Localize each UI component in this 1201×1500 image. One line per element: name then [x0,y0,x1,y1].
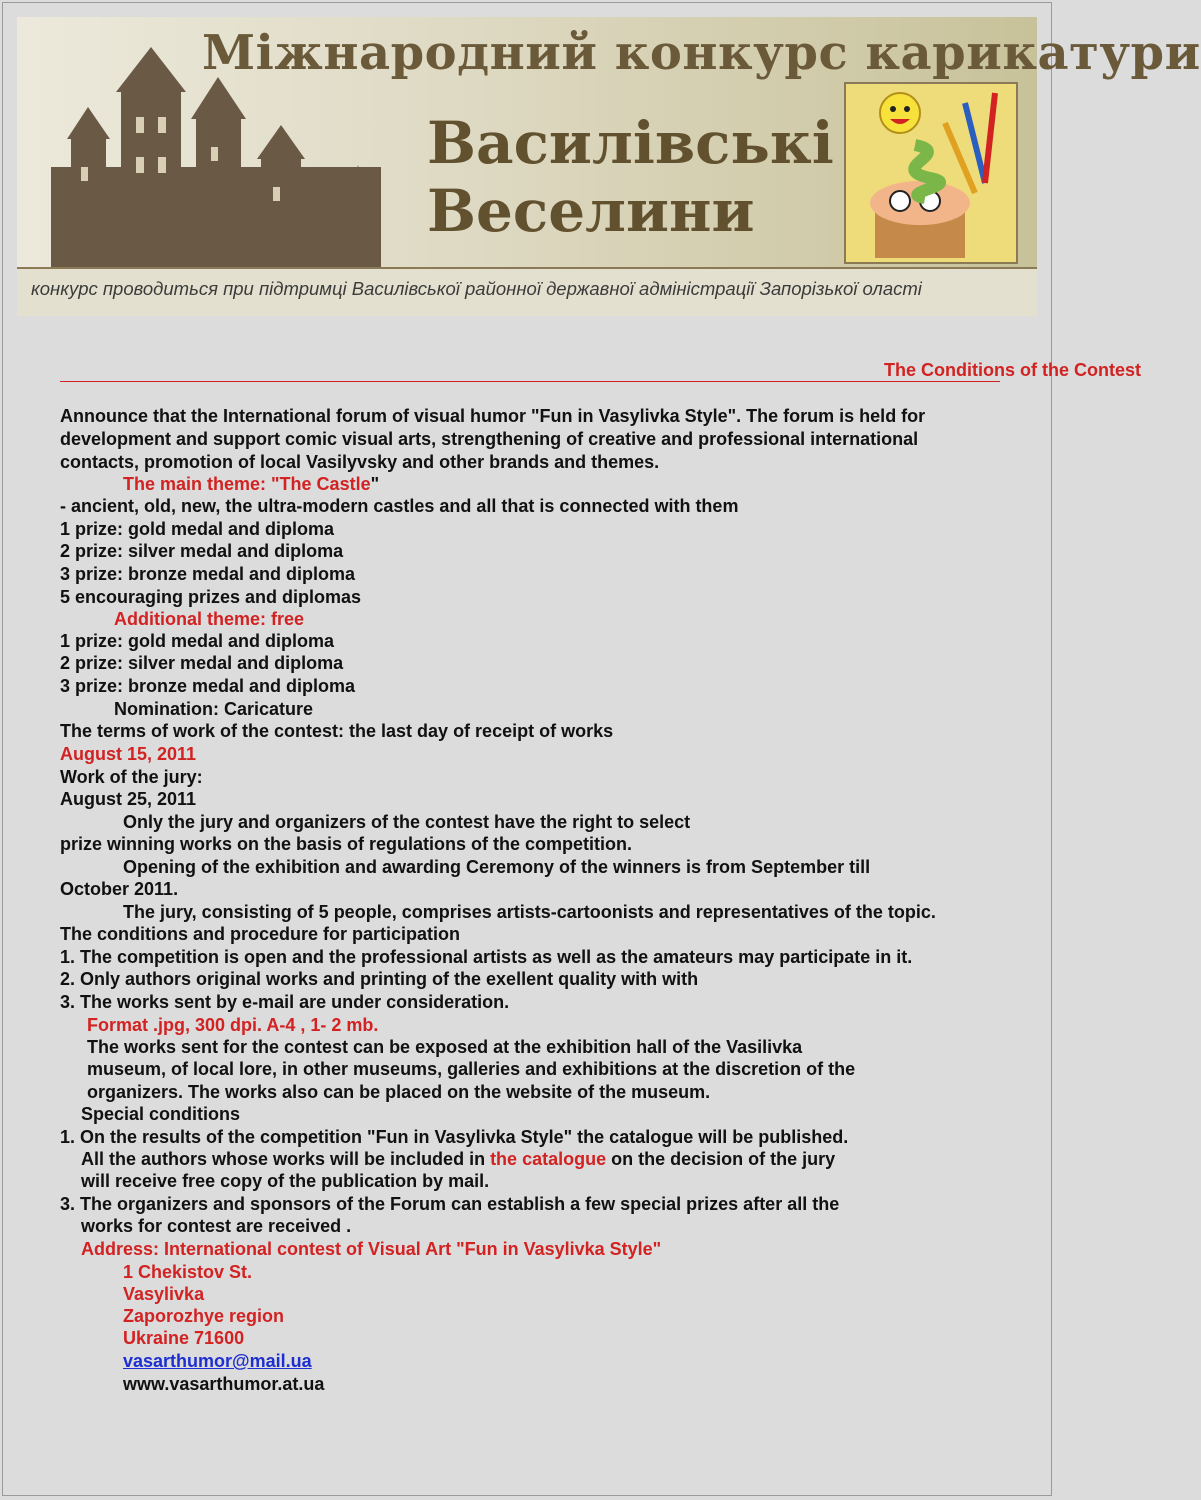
condition-item: 3. The works sent by e-mail are under consideration. [60,992,510,1012]
main-theme-title: The main theme: "The Castle [123,474,371,494]
main-prize: 5 encouraging prizes and diplomas [60,587,362,607]
address-country: Ukraine 71600 [123,1328,245,1348]
exhibition-text: The works sent for the contest can be exposed at the exhibition hall of the Vasilivka [87,1037,803,1057]
main-theme-quote: " [370,474,380,494]
condition-item: 1. The competition is open and the professional artists as well as the amateurs may participate in it. [60,947,913,967]
main-prize: 2 prize: silver medal and diploma [60,541,344,561]
special-text: All the authors whose works will be included in [81,1149,491,1169]
banner-name-line2: Веселини [427,177,755,245]
conditions-title: The conditions and procedure for participation [60,924,461,944]
exhibition-text: museum, of local lore, in other museums, galleries and exhibitions at the discretion of the [87,1059,856,1079]
section-heading: The Conditions of the Contest [884,360,1141,380]
intro-line: Announce that the International forum of visual humor "Fun in Vasylivka Style". The forum is held for [60,406,926,426]
format-spec: Format .jpg, 300 dpi. A-4 , 1- 2 mb. [87,1015,379,1035]
header-banner [17,17,1201,314]
heading-rule [60,381,1000,382]
additional-theme: Additional theme: free [114,609,305,629]
address-street: 1 Chekistov St. [123,1262,253,1282]
main-theme [123,473,379,496]
terms: The terms of work of the contest: the last day of receipt of works [60,721,614,741]
catalogue-highlight: the catalogue [490,1149,607,1169]
mascot-logo-icon [845,83,1017,263]
special-text: on the decision of the jury [606,1149,836,1169]
address-city: Vasylivka [123,1284,205,1304]
website: www.vasarthumor.at.ua [123,1374,325,1394]
special-item: 3. The organizers and sponsors of the Forum can establish a few special prizes after all the [60,1194,840,1214]
special-item: 1. On the results of the competition "Fun in Vasylivka Style" the catalogue will be published. [60,1127,849,1147]
condition-item: 2. Only authors original works and printing of the exellent quality with with [60,969,699,989]
jury-text: prize winning works on the basis of regulations of the competition. [60,834,633,854]
jury-label: Work of the jury: [60,767,203,787]
opening-text: October 2011. [60,879,179,899]
main-prize: 1 prize: gold medal and diploma [60,519,335,539]
jury-date: August 25, 2011 [60,789,197,809]
email-link[interactable]: vasarthumor@mail.ua [123,1351,312,1371]
additional-prize: 2 prize: silver medal and diploma [60,653,344,673]
special-item: works for contest are received . [81,1216,352,1236]
special-item [81,1148,835,1171]
additional-prize: 1 prize: gold medal and diploma [60,631,335,651]
email-line [123,1350,312,1373]
banner-subtitle: конкурс проводиться при підтримці Василівської районної державної адміністрації Запорізької оласті [31,278,922,299]
deadline: August 15, 2011 [60,744,197,764]
jury-text: Only the jury and organizers of the contest have the right to select [123,812,691,832]
banner-title: Міжнародний конкурс карикатури [202,25,1201,81]
intro-line: contacts, promotion of local Vasilyvsky and other brands and themes. [60,452,660,472]
address-region: Zaporozhye region [123,1306,285,1326]
main-prize: 3 prize: bronze medal and diploma [60,564,356,584]
special-item: will receive free copy of the publication by mail. [81,1171,490,1191]
opening-text: Opening of the exhibition and awarding Ceremony of the winners is from September till [123,857,871,877]
additional-prize: 3 prize: bronze medal and diploma [60,676,356,696]
intro-line: development and support comic visual arts, strengthening of creative and professional international [60,429,919,449]
main-theme-description: - ancient, old, new, the ultra-modern castles and all that is connected with them [60,496,739,516]
jury-composition: The jury, consisting of 5 people, comprises artists-cartoonists and representatives of the topic. [123,902,936,922]
nomination: Nomination: Caricature [114,699,314,719]
exhibition-text: organizers. The works also can be placed on the website of the museum. [87,1082,711,1102]
special-title: Special conditions [81,1104,241,1124]
banner-name-line1: Василівські [427,109,834,177]
address-label: Address: International contest of Visual Art "Fun in Vasylivka Style" [81,1239,662,1259]
